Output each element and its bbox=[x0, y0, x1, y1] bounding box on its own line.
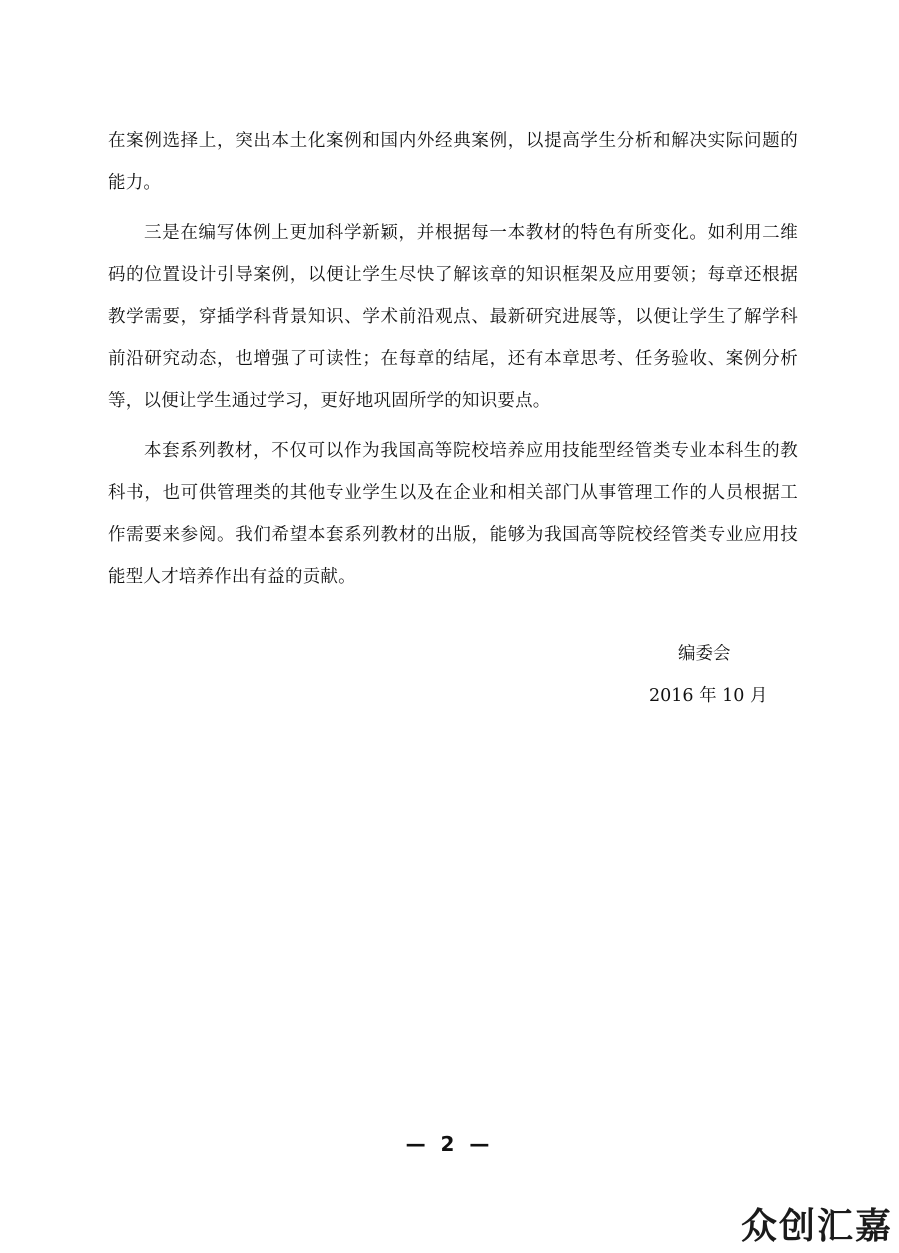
paragraph-case-selection: 在案例选择上，突出本土化案例和国内外经典案例，以提高学生分析和解决实际问题的能力。 bbox=[108, 131, 798, 193]
page-number: — 2 — bbox=[405, 1132, 494, 1156]
body-text bbox=[108, 120, 798, 606]
paragraph-series-usage: 本套系列教材，不仅可以作为我国高等院校培养应用技能型经管类专业本科生的教科书，也可供管理类的其他专业学生以及在企业和相关部门从事管理工作的人员根据工作需要来参阅。我们希望本套系列教材的出版，能够为我国高等院校经管类专业应用技能型人才培养作出有益的贡献。 bbox=[108, 441, 798, 587]
paragraph-writing-style: 三是在编写体例上更加科学新颖，并根据每一本教材的特色有所变化。如利用二维码的位置设计引导案例，以便让学生尽快了解该章的知识框架及应用要领；每章还根据教学需要，穿插学科背景知识、学术前沿观点、最新研究进展等，以便让学生了解学科前沿研究动态，也增强了可读性；在每章的结尾，还有本章思考、任务验收、案例分析等，以便让学生通过学习，更好地巩固所学的知识要点。 bbox=[108, 223, 798, 411]
watermark-logo: 众创汇嘉 bbox=[740, 1206, 893, 1247]
editorial-committee-signature: 编委会 bbox=[678, 644, 731, 664]
signature-date: 2016 年 10 月 bbox=[649, 686, 768, 706]
